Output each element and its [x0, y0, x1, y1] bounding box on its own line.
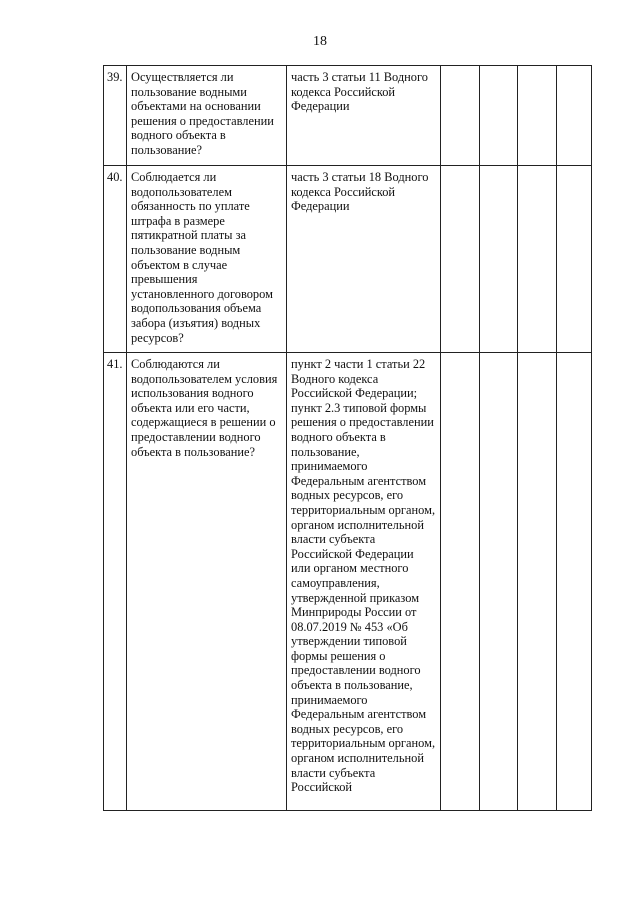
question-cell: Осуществляется ли пользование водными объектами на основании решения о предоставлении водного объекта в пользование? — [127, 66, 287, 166]
answer-cell-na — [518, 353, 557, 811]
question-cell: Соблюдается ли водопользователем обязанность по уплате штрафа в размере пятикратной платы за пользование водным объектом в случае превышения установленного договором водопользования объема забора (изъятия) водных ресурсов? — [127, 166, 287, 353]
page-number: 18 — [313, 34, 327, 49]
checklist-table — [103, 65, 592, 811]
reference-cell: пункт 2 части 1 статьи 22 Водного кодекса Российской Федерации; пункт 2.3 типовой формы решения о предоставлении водного объекта в пользование, принимаемого Федеральным агентством водных ресурсов, его территориальным органом, органом исполнительной власти субъекта Российской Федерации или органом местного самоуправления, утвержденной приказом Минприроды России от 08.07.2019 № 453 «Об утверждении типовой формы решения о предоставлении водного объекта в пользование, принимаемого Федеральным агентством водных ресурсов, его территориальным органом, органом исполнительной власти субъекта Российской — [287, 353, 441, 811]
notes-cell — [557, 353, 592, 811]
question-cell: Соблюдаются ли водопользователем условия использования водного объекта или его части, содержащиеся в решении о предоставлении водного объекта в пользование? — [127, 353, 287, 811]
table-row — [104, 66, 592, 166]
row-number: 41. — [104, 353, 127, 811]
table-row — [104, 166, 592, 353]
row-number: 40. — [104, 166, 127, 353]
table-row — [104, 353, 592, 811]
notes-cell — [557, 166, 592, 353]
row-number: 39. — [104, 66, 127, 166]
answer-cell-no — [480, 66, 518, 166]
answer-cell-na — [518, 66, 557, 166]
answer-cell-yes — [441, 166, 480, 353]
answer-cell-yes — [441, 353, 480, 811]
answer-cell-yes — [441, 66, 480, 166]
notes-cell — [557, 66, 592, 166]
answer-cell-no — [480, 353, 518, 811]
answer-cell-no — [480, 166, 518, 353]
reference-cell: часть 3 статьи 11 Водного кодекса Российской Федерации — [287, 66, 441, 166]
answer-cell-na — [518, 166, 557, 353]
reference-cell: часть 3 статьи 18 Водного кодекса Российской Федерации — [287, 166, 441, 353]
